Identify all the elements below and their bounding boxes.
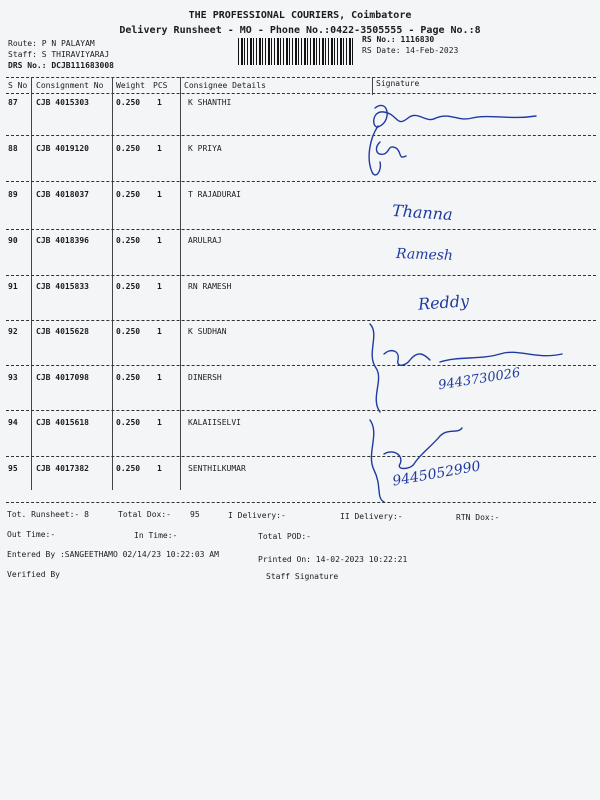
row-consignee: DINERSH xyxy=(188,373,222,382)
row-sno: 95 xyxy=(8,464,18,473)
row-sno: 89 xyxy=(8,190,18,199)
row-consignee: K SHANTHI xyxy=(188,98,232,107)
total-pod: Total POD:- xyxy=(258,532,311,541)
row-pcs: 1 xyxy=(157,464,162,473)
printed-on: Printed On: 14-02-2023 10:22:21 xyxy=(258,555,408,564)
ii-delivery: II Delivery:- xyxy=(340,512,403,521)
row-consignment: CJB 4018037 xyxy=(36,190,89,199)
barcode xyxy=(238,38,354,65)
route: Route: P N PALAYAM xyxy=(8,39,95,48)
total-dox-value: 95 xyxy=(190,510,200,519)
i-delivery: I Delivery:- xyxy=(228,511,286,520)
row-sno: 87 xyxy=(8,98,18,107)
row-consignment: CJB 4017098 xyxy=(36,373,89,382)
row-consignee: KALAIISELVI xyxy=(188,418,241,427)
row-weight: 0.250 xyxy=(116,236,141,245)
handwritten-phone-2: 9445052990 xyxy=(391,458,482,490)
row-weight: 0.250 xyxy=(116,98,141,107)
rs-date: RS Date: 14-Feb-2023 xyxy=(362,46,459,55)
row-pcs: 1 xyxy=(157,373,162,382)
row-consignment: CJB 4019120 xyxy=(36,144,89,153)
col-sep xyxy=(180,77,181,490)
row-sno: 88 xyxy=(8,144,18,153)
handwritten-ramesh: Ramesh xyxy=(395,246,454,264)
row-consignment: CJB 4015303 xyxy=(36,98,89,107)
row-consignment: CJB 4015833 xyxy=(36,282,89,291)
row-weight: 0.250 xyxy=(116,144,141,153)
handwritten-thanna: Thanna xyxy=(391,200,454,225)
rtn-dox: RTN Dox:- xyxy=(456,513,500,522)
col-consignee: Consignee Details xyxy=(184,81,266,90)
row-pcs: 1 xyxy=(157,236,162,245)
drs-number: DRS No.: DCJB111683008 xyxy=(8,61,114,70)
col-sep xyxy=(112,77,113,490)
row-consignment: CJB 4015618 xyxy=(36,418,89,427)
col-consignment: Consignment No xyxy=(36,81,104,90)
in-time: In Time:- xyxy=(134,531,178,540)
staff: Staff: S THIRAVIYARAJ xyxy=(8,50,110,59)
row-sno: 93 xyxy=(8,373,18,382)
entered-by: Entered By :SANGEETHAMO 02/14/23 10:22:03 AM xyxy=(7,550,219,559)
col-weight: Weight xyxy=(116,81,145,90)
row-sno: 92 xyxy=(8,327,18,336)
row-weight: 0.250 xyxy=(116,373,141,382)
row-sno: 90 xyxy=(8,236,18,245)
handwritten-reddy: Reddy xyxy=(417,291,470,314)
company-title: THE PROFESSIONAL COURIERS, Coimbatore xyxy=(188,10,412,21)
row-weight: 0.250 xyxy=(116,418,141,427)
row-sno: 91 xyxy=(8,282,18,291)
header-divider-top xyxy=(6,77,596,78)
verified-by: Verified By xyxy=(7,570,60,579)
row-consignee: ARULRAJ xyxy=(188,236,222,245)
staff-signature: Staff Signature xyxy=(266,572,339,581)
row-weight: 0.250 xyxy=(116,282,141,291)
runsheet-subtitle: Delivery Runsheet - MO - Phone No.:0422-3505555 - Page No.:8 xyxy=(119,25,481,36)
row-pcs: 1 xyxy=(157,98,162,107)
row-consignee: K SUDHAN xyxy=(188,327,227,336)
row-pcs: 1 xyxy=(157,418,162,427)
col-signature: Signature xyxy=(376,79,420,88)
total-dox-label: Total Dox:- xyxy=(118,510,171,519)
row-consignee: SENTHILKUMAR xyxy=(188,464,246,473)
col-sep xyxy=(31,77,32,490)
row-pcs: 1 xyxy=(157,144,162,153)
row-pcs: 1 xyxy=(157,327,162,336)
row-weight: 0.250 xyxy=(116,327,141,336)
header-divider-bottom xyxy=(6,93,596,94)
row-consignment: CJB 4018396 xyxy=(36,236,89,245)
row-pcs: 1 xyxy=(157,190,162,199)
handwritten-phone-1: 9443730026 xyxy=(437,365,522,394)
col-pcs: PCS xyxy=(153,81,168,90)
col-sep xyxy=(372,77,373,95)
out-time: Out Time:- xyxy=(7,530,56,539)
row-consignee: T RAJADURAI xyxy=(188,190,241,199)
row-consignee: RN RAMESH xyxy=(188,282,232,291)
tot-runsheet: Tot. Runsheet:- 8 xyxy=(7,510,89,519)
row-consignee: K PRIYA xyxy=(188,144,222,153)
row-weight: 0.250 xyxy=(116,190,141,199)
row-weight: 0.250 xyxy=(116,464,141,473)
row-pcs: 1 xyxy=(157,282,162,291)
row-consignment: CJB 4015628 xyxy=(36,327,89,336)
row-consignment: CJB 4017382 xyxy=(36,464,89,473)
row-sno: 94 xyxy=(8,418,18,427)
rs-number: RS No.: 1116830 xyxy=(362,35,435,44)
col-sno: S No xyxy=(8,81,28,90)
